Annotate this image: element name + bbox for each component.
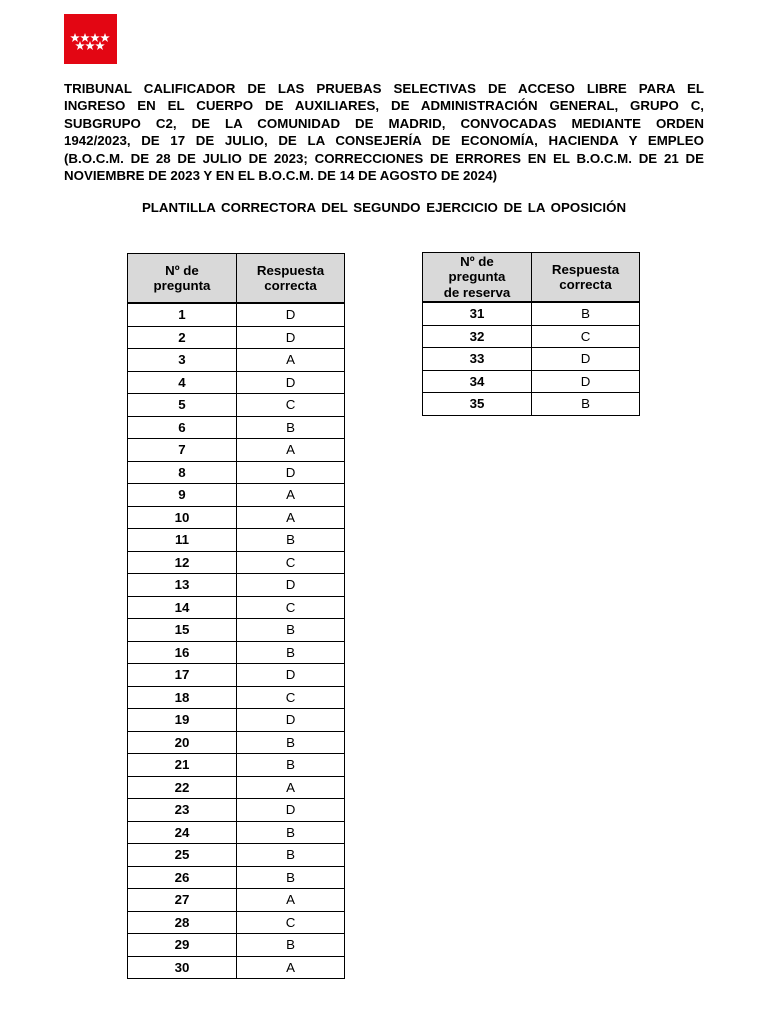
question-number-cell: 25 — [128, 844, 237, 867]
answer-cell: D — [237, 574, 345, 597]
star-icon — [70, 33, 80, 42]
answer-cell: B — [237, 821, 345, 844]
heading-line: SUBGRUPO C2, DE LA COMUNIDAD DE MADRID, CONVOCADAS MEDIANTE ORDEN — [64, 115, 704, 131]
answer-cell: A — [237, 956, 345, 979]
comunidad-de-madrid-logo — [64, 14, 117, 64]
question-number-cell: 23 — [128, 799, 237, 822]
table-row — [128, 709, 345, 732]
heading-line: TRIBUNAL CALIFICADOR DE LAS PRUEBAS SELECTIVAS DE ACCESO LIBRE PARA EL — [64, 81, 704, 96]
table-row — [128, 416, 345, 439]
answer-cell: D — [237, 303, 345, 326]
question-number-cell: 32 — [423, 325, 532, 348]
reserve-answer-key-table — [422, 252, 640, 416]
table-row — [423, 348, 640, 371]
answer-cell: B — [237, 641, 345, 664]
header-text: pregunta — [153, 278, 211, 293]
table-row — [128, 799, 345, 822]
table-row — [128, 866, 345, 889]
table-row — [128, 754, 345, 777]
header-text: Respuesta — [551, 261, 620, 277]
answer-cell: B — [237, 866, 345, 889]
table-row — [128, 394, 345, 417]
question-number-cell: 6 — [128, 416, 237, 439]
correct-answer-header — [237, 254, 345, 304]
question-number-cell: 9 — [128, 484, 237, 507]
question-number-cell: 10 — [128, 506, 237, 529]
question-number-cell: 16 — [128, 641, 237, 664]
reserve-question-number-header — [423, 253, 532, 303]
header-text: pregunta — [448, 269, 506, 285]
answer-cell: B — [237, 529, 345, 552]
answer-cell: D — [237, 326, 345, 349]
question-number-cell: 8 — [128, 461, 237, 484]
header-text: correcta — [264, 278, 317, 293]
header-text: Nº de — [165, 262, 199, 278]
table-row — [128, 731, 345, 754]
question-number-cell: 30 — [128, 956, 237, 979]
question-number-cell: 1 — [128, 303, 237, 326]
header-text: Respuesta — [256, 262, 325, 278]
question-number-cell: 11 — [128, 529, 237, 552]
answer-cell: B — [237, 934, 345, 957]
question-number-cell: 13 — [128, 574, 237, 597]
question-number-cell: 21 — [128, 754, 237, 777]
table-header-row — [128, 254, 345, 304]
star-icon-group — [70, 33, 110, 50]
question-number-cell: 2 — [128, 326, 237, 349]
answer-cell: D — [237, 799, 345, 822]
heading-line: (B.O.C.M. DE 28 DE JULIO DE 2023; CORRECCIONES DE ERRORES EN EL B.O.C.M. DE 21 DE — [64, 150, 704, 166]
question-number-cell: 4 — [128, 371, 237, 394]
star-icon — [90, 33, 100, 42]
table-row — [128, 506, 345, 529]
answer-cell: B — [532, 302, 640, 325]
document-heading — [64, 80, 704, 184]
table-row — [128, 956, 345, 979]
answer-key-table — [127, 253, 345, 979]
table-header-row — [423, 253, 640, 303]
table-row — [128, 326, 345, 349]
answer-cell: A — [237, 484, 345, 507]
answer-cell: A — [237, 349, 345, 372]
reserve-answer-key-body — [423, 302, 640, 415]
table-row — [128, 574, 345, 597]
question-number-cell: 15 — [128, 619, 237, 642]
header-text: de reserva — [443, 284, 511, 300]
answer-cell: C — [237, 394, 345, 417]
question-number-cell: 29 — [128, 934, 237, 957]
question-number-cell: 24 — [128, 821, 237, 844]
table-row — [128, 461, 345, 484]
answer-cell: A — [237, 776, 345, 799]
question-number-cell: 17 — [128, 664, 237, 687]
heading-line: INGRESO EN EL CUERPO DE AUXILIARES, DE ADMINISTRACIÓN GENERAL, GRUPO C, — [64, 98, 704, 114]
answer-cell: B — [237, 416, 345, 439]
table-row — [128, 911, 345, 934]
heading-line: NOVIEMBRE DE 2023 Y EN EL B.O.C.M. DE 14 DE AGOSTO DE 2024) — [64, 168, 498, 184]
question-number-cell: 31 — [423, 302, 532, 325]
table-row — [423, 393, 640, 416]
question-number-header — [128, 254, 237, 304]
table-row — [128, 686, 345, 709]
question-number-cell: 12 — [128, 551, 237, 574]
question-number-cell: 14 — [128, 596, 237, 619]
answer-cell: C — [237, 911, 345, 934]
table-row — [423, 325, 640, 348]
question-number-cell: 18 — [128, 686, 237, 709]
star-icon — [100, 33, 110, 42]
table-row — [423, 302, 640, 325]
table-row — [128, 439, 345, 462]
question-number-cell: 34 — [423, 370, 532, 393]
answer-cell: C — [237, 551, 345, 574]
question-number-cell: 22 — [128, 776, 237, 799]
correct-answer-header — [532, 253, 640, 303]
table-row — [128, 821, 345, 844]
answer-cell: C — [237, 596, 345, 619]
answer-cell: B — [532, 393, 640, 416]
table-row — [423, 370, 640, 393]
question-number-cell: 33 — [423, 348, 532, 371]
answer-cell: D — [532, 348, 640, 371]
table-row — [128, 776, 345, 799]
document-subtitle: PLANTILLA CORRECTORA DEL SEGUNDO EJERCICIO DE LA OPOSICIÓN — [141, 200, 627, 215]
question-number-cell: 35 — [423, 393, 532, 416]
answer-cell: D — [237, 664, 345, 687]
table-row — [128, 596, 345, 619]
table-row — [128, 889, 345, 912]
answer-cell: A — [237, 439, 345, 462]
heading-line: 1942/2023, DE 17 DE JULIO, DE LA CONSEJERÍA DE ECONOMÍA, HACIENDA Y EMPLEO — [64, 133, 704, 149]
header-text: correcta — [559, 277, 612, 292]
question-number-cell: 7 — [128, 439, 237, 462]
question-number-cell: 28 — [128, 911, 237, 934]
table-row — [128, 619, 345, 642]
answer-cell: B — [237, 619, 345, 642]
table-row — [128, 844, 345, 867]
star-icon — [75, 41, 85, 50]
table-row — [128, 484, 345, 507]
table-row — [128, 349, 345, 372]
star-icon — [80, 33, 90, 42]
answer-key-body — [128, 303, 345, 979]
answer-cell: C — [237, 686, 345, 709]
question-number-cell: 3 — [128, 349, 237, 372]
answer-cell: A — [237, 506, 345, 529]
answer-cell: D — [237, 371, 345, 394]
answer-cell: B — [237, 844, 345, 867]
question-number-cell: 27 — [128, 889, 237, 912]
answer-cell: D — [237, 461, 345, 484]
header-text: Nº de — [460, 253, 494, 269]
table-row — [128, 934, 345, 957]
question-number-cell: 26 — [128, 866, 237, 889]
answer-cell: A — [237, 889, 345, 912]
question-number-cell: 19 — [128, 709, 237, 732]
answer-cell: C — [532, 325, 640, 348]
table-row — [128, 641, 345, 664]
answer-cell: D — [532, 370, 640, 393]
answer-cell: D — [237, 709, 345, 732]
table-row — [128, 664, 345, 687]
answer-cell: B — [237, 754, 345, 777]
table-row — [128, 303, 345, 326]
star-icon — [85, 41, 95, 50]
answer-cell: B — [237, 731, 345, 754]
question-number-cell: 20 — [128, 731, 237, 754]
table-row — [128, 551, 345, 574]
table-row — [128, 371, 345, 394]
question-number-cell: 5 — [128, 394, 237, 417]
star-icon — [95, 41, 105, 50]
table-row — [128, 529, 345, 552]
